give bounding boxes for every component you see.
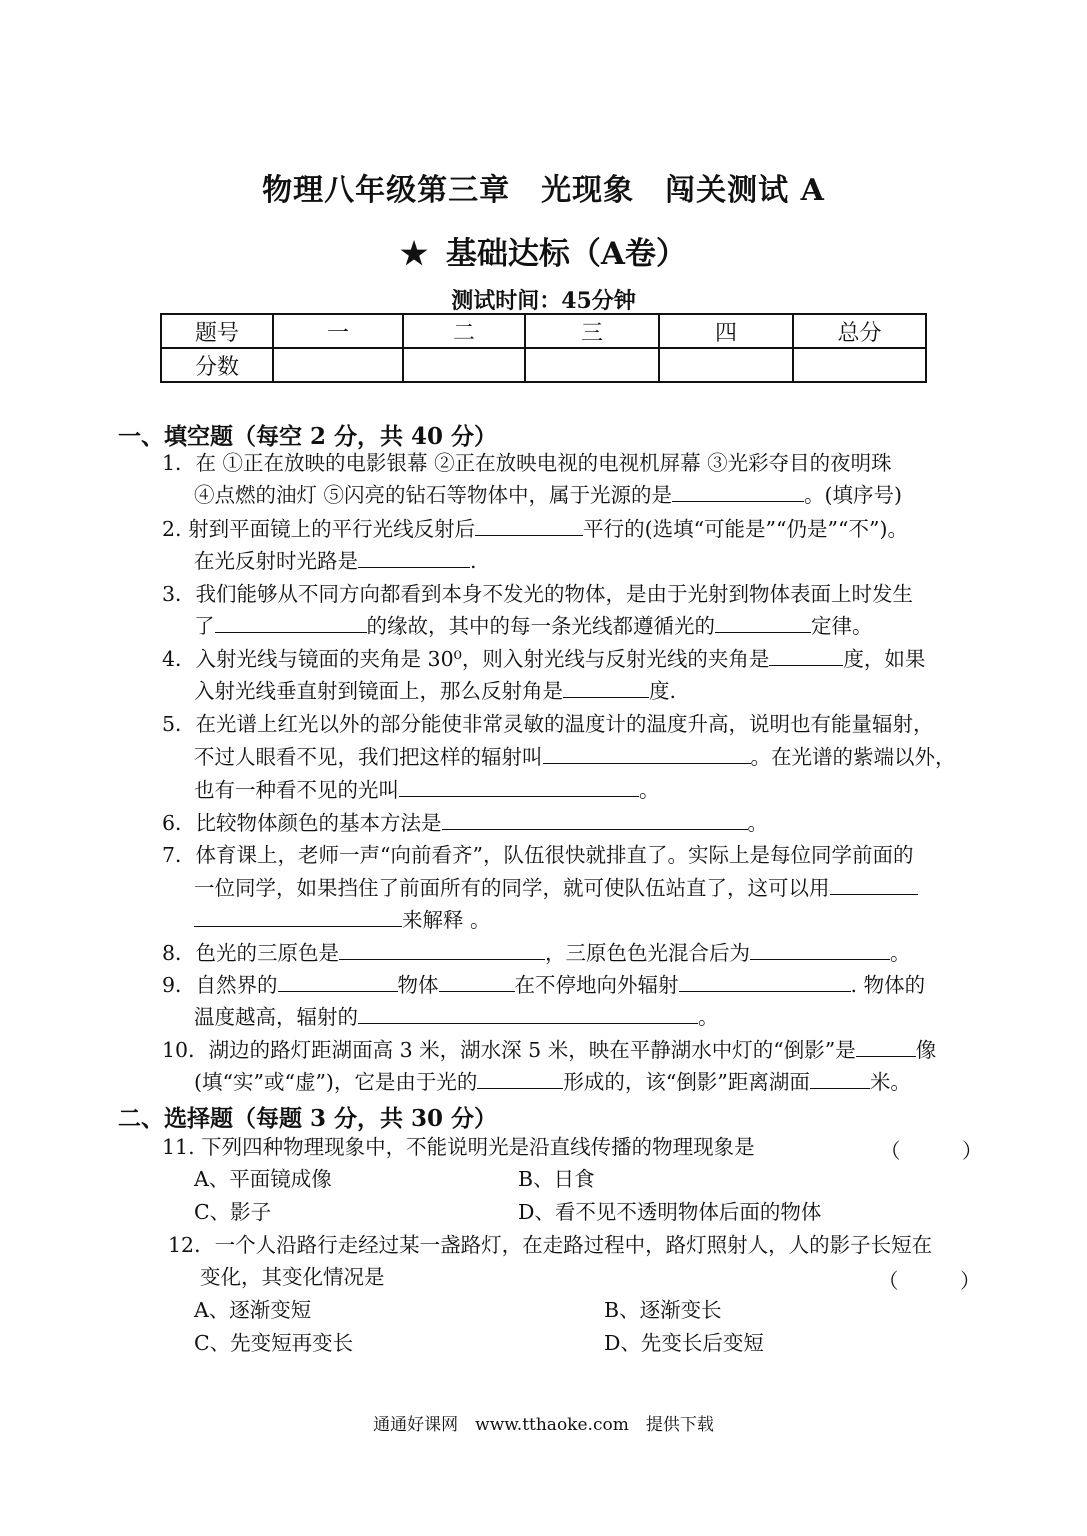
answer-blank[interactable] [810, 1070, 870, 1089]
score-header-cell: 四 [659, 314, 793, 348]
question-5-line-a: 5．在光谱上红光以外的部分能使非常灵敏的温度计的温度升高，说明也有能量辐射， [162, 712, 934, 736]
answer-blank[interactable] [679, 973, 851, 992]
question-12-stem-a: 12．一个人沿路行走经过某一盏路灯，在走路过程中，路灯照射人，人的影子长短在 [168, 1233, 933, 1257]
answer-blank[interactable] [358, 1005, 698, 1024]
score-table-score-row [161, 348, 926, 382]
answer-paren[interactable]: （ ） [880, 1139, 983, 1163]
question-5-line-c: 也有一种看不见的光叫 。 [194, 778, 660, 802]
answer-blank[interactable] [399, 778, 639, 797]
option-c[interactable]: C、先变短再变长 [194, 1331, 354, 1355]
answer-blank[interactable] [563, 679, 649, 698]
answer-blank[interactable] [194, 908, 402, 927]
question-7-line-a: 7．体育课上，老师一声“向前看齐”，队伍很快就排直了。实际上是每位同学前面的 [162, 843, 914, 867]
answer-blank[interactable] [672, 483, 804, 502]
score-cell[interactable] [659, 348, 793, 382]
option-d[interactable]: D、看不见不透明物体后面的物体 [518, 1200, 822, 1224]
score-header-cell: 三 [525, 314, 659, 348]
section2-heading: 二、选择题（每题 3 分，共 30 分） [118, 1105, 498, 1132]
answer-blank[interactable] [769, 647, 843, 666]
question-8-line: 8．色光的三原色是 ，三原色色光混合后为 。 [162, 941, 911, 965]
option-a[interactable]: A、逐渐变短 [194, 1298, 312, 1322]
footer-credit: 通通好课网 www.tthaoke.com 提供下载 [373, 1415, 714, 1435]
option-a[interactable]: A、平面镜成像 [194, 1167, 332, 1191]
answer-blank[interactable] [830, 876, 918, 895]
score-cell[interactable] [525, 348, 659, 382]
answer-blank[interactable] [475, 517, 583, 536]
test-time: 测试时间：45分钟 [451, 288, 636, 314]
answer-blank[interactable] [750, 941, 890, 960]
subtitle [0, 228, 1087, 273]
question-2-line-a: 2. 射到平面镜上的平行光线反射后 平行的(选填“可能是”“仍是”“不”)。 [162, 517, 908, 541]
question-9-line-a: 9．自然界的 物体 在不停地向外辐射 . 物体的 [162, 973, 926, 997]
question-11-stem: 11. 下列四种物理现象中，不能说明光是沿直线传播的物理现象是 [162, 1135, 755, 1159]
question-4-line-a: 4．入射光线与镜面的夹角是 30⁰，则入射光线与反射光线的夹角是 度，如果 [162, 647, 926, 671]
question-3-line-b: 了 的缘故，其中的每一条光线都遵循光的 定律。 [194, 614, 873, 638]
question-3-line-a: 3．我们能够从不同方向都看到本身不发光的物体，是由于光射到物体表面上时发生 [162, 582, 914, 606]
option-b[interactable]: B、逐渐变长 [604, 1298, 722, 1322]
score-header-cell: 总分 [793, 314, 926, 348]
question-12-stem-b: 变化，其变化情况是 [200, 1265, 385, 1289]
score-cell[interactable] [273, 348, 403, 382]
score-cell[interactable] [403, 348, 525, 382]
option-c[interactable]: C、影子 [194, 1200, 272, 1224]
page-title: 物理八年级第三章 光现象 闯关测试 A [262, 173, 825, 208]
answer-blank[interactable] [215, 614, 367, 633]
question-7-line-b: 一位同学，如果挡住了前面所有的同学，就可使队伍站直了，这可以用 [194, 875, 918, 901]
score-cell[interactable] [793, 348, 926, 382]
answer-blank[interactable] [358, 549, 470, 568]
answer-blank[interactable] [442, 811, 748, 830]
section1-heading: 一、填空题（每空 2 分，共 40 分） [118, 423, 498, 450]
score-header-cell: 二 [403, 314, 525, 348]
question-4-line-b: 入射光线垂直射到镜面上，那么反射角是 度. [194, 679, 677, 703]
subtitle-text: 基础达标（A卷） [445, 236, 687, 272]
star-icon: ★ [400, 236, 428, 272]
answer-blank[interactable] [278, 973, 398, 992]
score-table-header-row [161, 314, 926, 348]
score-row-label: 分数 [161, 348, 273, 382]
score-table [160, 313, 927, 383]
option-b[interactable]: B、日食 [518, 1167, 595, 1191]
score-header-cell: 一 [273, 314, 403, 348]
question-10-line-a: 10．湖边的路灯距湖面高 3 米，湖水深 5 米，映在平静湖水中灯的“倒影”是 像 [162, 1038, 937, 1062]
answer-blank[interactable] [439, 973, 515, 992]
question-5-line-b: 不过人眼看不见，我们把这样的辐射叫 。在光谱的紫端以外， [194, 745, 956, 769]
answer-blank[interactable] [856, 1038, 916, 1057]
answer-paren[interactable]: （ ） [878, 1269, 981, 1293]
answer-blank[interactable] [477, 1070, 563, 1089]
question-9-line-b: 温度越高，辐射的 。 [194, 1005, 719, 1029]
question-6-line: 6．比较物体颜色的基本方法是 。 [162, 811, 769, 835]
question-7-line-c: 来解释 。 [194, 907, 491, 933]
answer-blank[interactable] [339, 941, 545, 960]
answer-blank[interactable] [543, 745, 751, 764]
question-10-line-b: (填“实”或“虚”)，它是由于光的 形成的，该“倒影”距离湖面 米。 [194, 1070, 911, 1094]
question-1-line-a: 1．在 ①正在放映的电影银幕 ②正在放映电视的电视机屏幕 ③光彩夺目的夜明珠 [162, 451, 892, 475]
question-2-line-b: 在光反射时光路是 . [194, 549, 477, 573]
score-header-cell: 题号 [161, 314, 273, 348]
question-1-line-b: ④点燃的油灯 ⑤闪亮的钻石等物体中，属于光源的是 。(填序号) [194, 483, 903, 507]
answer-blank[interactable] [715, 614, 811, 633]
option-d[interactable]: D、先变长后变短 [604, 1331, 764, 1355]
